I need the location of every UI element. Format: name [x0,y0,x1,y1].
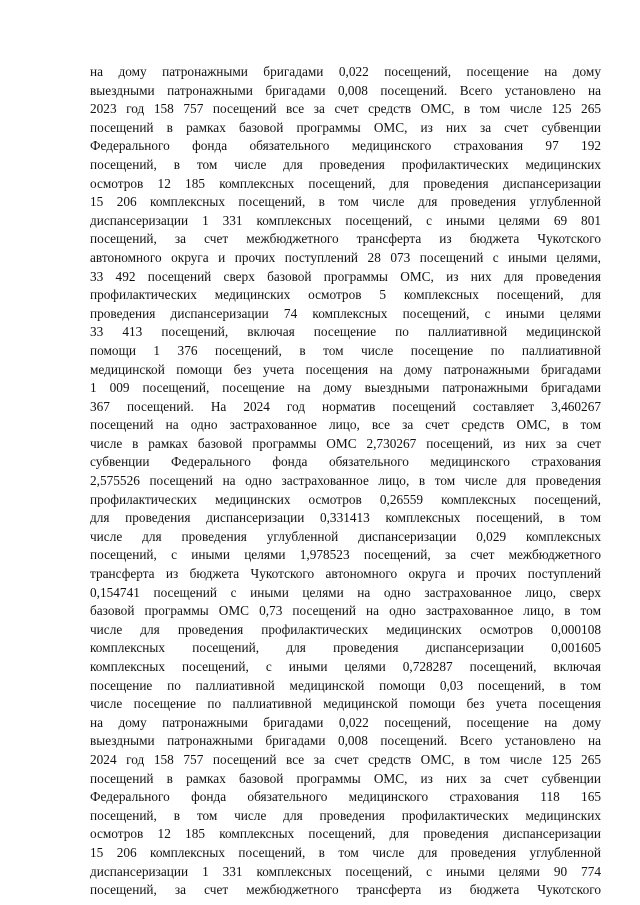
text-line: посещений, с иными целями 1,978523 посещений, за счет межбюджетного [90,547,601,563]
text-line: посещений, в том числе для проведения профилактических медицинских [90,156,601,172]
text-line: 33 492 посещений сверх базовой программы ОМС, из них для проведения [90,268,601,284]
text-line: выездными патронажными бригадами 0,008 посещений. Всего установлено на [90,733,601,749]
text-line: посещений, за счет межбюджетного трансферта из бюджета Чукотского [90,231,601,247]
text-line: осмотров 12 185 комплексных посещений, для проведения диспансеризации [90,175,601,191]
text-line: комплексных посещений, с иными целями 0,728287 посещений, включая [90,659,601,674]
text-line: 1 009 посещений, посещение на дому выездными патронажными бригадами [90,380,601,396]
text-line: проведения диспансеризации 74 комплексных посещений, с иными целями [90,305,601,321]
text-line: выездными патронажными бригадами 0,008 посещений. Всего установлено на [90,82,601,98]
text-line: посещений, в том числе для проведения профилактических медицинских [90,807,601,823]
text-line: посещений в рамках базовой программы ОМС, из них за счет субвенции [90,770,601,786]
text-line: 15 206 комплексных посещений, в том числе для проведения углубленной [90,194,601,210]
text-line: базовой программы ОМС 0,73 посещений на одно застрахованное лицо, в том [90,603,601,619]
text-line: 0,154741 посещений с иными целями на одно застрахованное лицо, сверх [90,584,601,600]
text-line: 2024 год 158 757 посещений все за счет средств ОМС, в том числе 125 265 [90,751,601,767]
text-line: трансферта из бюджета Чукотского автономного округа и прочих поступлений [90,566,601,582]
text-line: Федерального фонда обязательного медицинского страхования 118 165 [90,789,601,805]
text-line: 2023 год 158 757 посещений все за счет средств ОМС, в том числе 125 265 [90,101,601,117]
text-line: числе посещение по паллиативной медицинской помощи без учета посещения [90,696,601,712]
text-line: числе в рамках базовой программы ОМС 2,730267 посещений, из них за счет [90,435,601,451]
text-line: 15 206 комплексных посещений, в том числе для проведения углубленной [90,844,601,860]
text-line: комплексных посещений, для проведения диспансеризации 0,001605 [90,640,601,656]
text-line: медицинской помощи без учета посещения на дому патронажными бригадами [90,361,601,377]
text-line: посещений, за счет межбюджетного трансферта из бюджета Чукотского [90,882,601,898]
text-line: диспансеризации 1 331 комплексных посещений, с иными целями 69 801 [90,212,601,228]
text-line: посещений на одно застрахованное лицо, все за счет средств ОМС, в том [90,417,601,433]
text-line: 33 413 посещений, включая посещение по паллиативной медицинской [90,324,601,340]
text-line: Федерального фонда обязательного медицинского страхования 97 192 [90,138,601,154]
text-line: на дому патронажными бригадами 0,022 посещений, посещение на дому [90,714,601,730]
text-line: посещений в рамках базовой программы ОМС, из них за счет субвенции [90,119,601,135]
text-line: для проведения диспансеризации 0,331413 комплексных посещений, в том [90,510,601,526]
text-line: помощи 1 376 посещений, в том числе посещение по паллиативной [90,342,601,358]
text-line: автономного округа и прочих поступлений 28 073 посещений с иными целями, [90,249,601,265]
text-line: на дому патронажными бригадами 0,022 посещений, посещение на дому [90,64,601,79]
body-text [90,63,601,900]
text-line: профилактических медицинских осмотров 5 комплексных посещений, для [90,287,601,303]
text-line: осмотров 12 185 комплексных посещений, для проведения диспансеризации [90,826,601,842]
text-line: субвенции Федерального фонда обязательного медицинского страхования [90,454,601,470]
text-line: профилактических медицинских осмотров 0,26559 комплексных посещений, [90,491,601,507]
text-line: диспансеризации 1 331 комплексных посещений, с иными целями 90 774 [90,863,601,879]
text-line: 367 посещений. На 2024 год норматив посещений составляет 3,460267 [90,398,601,414]
text-line: числе для проведения углубленной диспансеризации 0,029 комплексных [90,528,601,544]
text-line: посещение по паллиативной медицинской помощи 0,03 посещений, в том [90,677,601,693]
text-line: 2,575526 посещений на одно застрахованное лицо, в том числе для проведения [90,473,601,489]
text-line: числе для проведения профилактических медицинских осмотров 0,000108 [90,621,601,637]
